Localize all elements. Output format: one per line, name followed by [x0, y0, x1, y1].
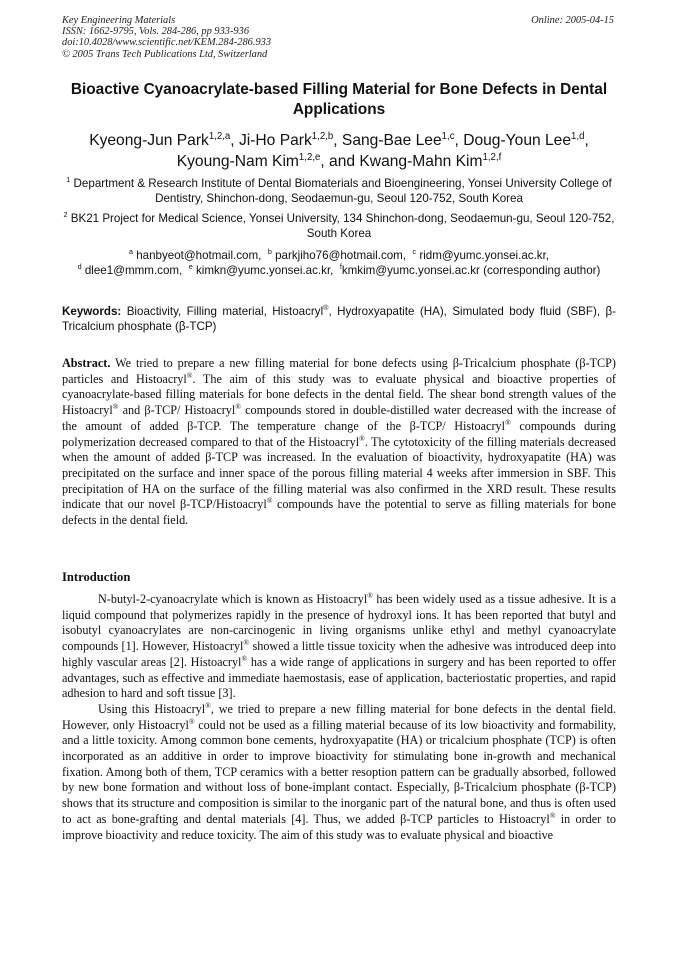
- paragraph-text: has been widely used as a tissue adhesive. It is a liquid compound that polymerizes rapidly in the presence of hydroxyl ions. It has been reported that butyl and isobutyl cyanoacrylates are non-carcinogenic in living organisms unlike ethyl and methyl cyanoacrylate compounds [1]. However, Histoacryl: [62, 592, 616, 654]
- registered-mark: ®: [367, 590, 373, 600]
- author-affil-mark: 1,c: [441, 130, 455, 142]
- email-address[interactable]: ridm@yumc.yonsei.ac.kr,: [419, 249, 550, 262]
- author-name: Kyoung-Nam Kim: [176, 153, 299, 170]
- registered-mark: ®: [205, 700, 211, 710]
- email-mark: d: [77, 262, 82, 272]
- email-address[interactable]: dlee1@mmm.com,: [84, 264, 183, 277]
- author-name: Doug-Youn Lee: [463, 132, 572, 149]
- abstract-text: . The aim of this study was to evaluate physical and bioactive properties of cyanoacrylate-based filling materials for bone defects in the dental field. The shear bond strength values of the Histoacryl: [62, 371, 616, 418]
- abstract-text: and β-TCP/ Histoacryl: [118, 403, 236, 418]
- email-mark: a: [128, 247, 133, 257]
- paragraph-text: Using this Histoacryl: [98, 701, 206, 716]
- registered-mark: ®: [505, 417, 511, 427]
- keywords-label: Keywords:: [62, 305, 122, 318]
- paragraph-text: has a wide range of applications in surgery and has been reported to offer advantages, such as effective and immediate haemostasis, ease of application, bacteriostatic properties, and rapid adhesion to hard and soft tissue [3].: [62, 654, 617, 701]
- email-address[interactable]: kmkim@yumc.yonsei.ac.kr (corresponding author): [341, 264, 601, 277]
- paragraph: [62, 702, 616, 843]
- registered-mark: ®: [266, 496, 273, 506]
- registered-mark: ®: [549, 810, 556, 820]
- affiliation-text: Department & Research Institute of Dental Biomaterials and Bioengineering, Yonsei University College of Dentistry, Shinchon-dong, Seodaemun-gu, Seoul 120-752, South Korea: [73, 177, 612, 205]
- online-date: Online: 2005-04-15: [531, 15, 614, 26]
- keywords-text: Bioactivity, Filling material, Histoacryl: [126, 305, 324, 318]
- paragraph-text: in order to improve bioactivity and reduce toxicity. The aim of this study was to evaluate physical and bioactive: [62, 811, 616, 842]
- journal-header: [62, 15, 271, 60]
- journal-name: Key Engineering Materials: [62, 15, 176, 26]
- email-address[interactable]: hanbyeot@hotmail.com,: [136, 249, 262, 262]
- introduction-body: [62, 592, 616, 843]
- email-mark: f: [339, 262, 342, 272]
- email-list: [62, 248, 616, 278]
- author-list: Kyeong-Jun Park$^{1,2,a}$, Ji-Ho Park$^{1,2,b}$, Sang-Bae Lee$^{1,c}$, Doug-Youn Lee$^{1,d}$, Kyoung-Nam Kim$^{1,2,e}$, and Kwang-Mahn Kim$^{1,2,f}$: [89, 130, 589, 170]
- paragraph-text: showed a little tissue toxicity when the adhesive was introduced deep into highly vascular areas [2]. Histoacryl: [62, 639, 616, 669]
- journal-issn: ISSN: 1662-9795, Vols. 284-286, pp 933-936: [62, 26, 250, 38]
- paper-title: Bioactive Cyanoacrylate-based Filling Material for Bone Defects in Dental Applications: [70, 81, 608, 118]
- email-mark: e: [188, 262, 193, 272]
- email-mark: c: [412, 247, 417, 257]
- paragraph-text: , we tried to prepare a new filling material for bone defects in the dental field. However, only Histoacryl: [62, 701, 616, 732]
- author-affil-mark: 1,2,b: [311, 130, 334, 142]
- author-affil-mark: 1,2,f: [482, 151, 502, 163]
- journal-doi: doi:10.4028/www.scientific.net/KEM.284-286.933: [62, 37, 272, 49]
- abstract: [62, 356, 616, 529]
- author-affil-mark: 1,2,a: [208, 130, 231, 142]
- email-address[interactable]: parkjiho76@hotmail.com,: [275, 249, 407, 262]
- abstract-text: . The cytotoxicity of the filling materials decreased when the amount of added β-TCP was increased. In the evaluation of bioactivity, hydroxyapatite (HA) was precipitated on the surface and inner space of the porous filling material 4 weeks after immersion in SBF. This precipitation of HA on the surface of the filling material was also confirmed in the XRD result. These results indicate that our novel β-TCP/Histoacryl: [62, 434, 616, 512]
- author-name: Sang-Bae Lee: [341, 132, 442, 149]
- keywords-text: , Hydroxyapatite (HA), Simulated body fluid (SBF), β-Tricalcium phosphate (β-TCP): [62, 305, 616, 333]
- abstract-text: compounds have the potential to serve as filling materials for bone defects in the dental field.: [62, 497, 616, 528]
- paragraph: [62, 592, 616, 702]
- paragraph-text: could not be used as a filling material because of its low bioactivity and formability, and a little toxicity. Among common bone cements, hydroxyapatite (HA) or tricalcium phosphate (TCP) is often incorporated as an additive in order to improve bioactivity for stimulating bone in-growth and mechanical fixation. Among both of them, TCP ceramics with a better resoption pattern can be gradually absorbed, followed by new bone formation and without loss of bone-implant contact. Especially, β-Tricalcium phosphate (β-TCP) shows that its structure and composition is similar to the inorganic part of the natural bone, and thus is often used to act as bone-grafting and dental materials [4]. Thus, we added β-TCP particles to Histoacryl: [62, 717, 616, 826]
- keywords: [62, 304, 616, 334]
- affiliation: [62, 211, 616, 241]
- registered-mark: ®: [235, 402, 242, 412]
- email-address[interactable]: kimkn@yumc.yonsei.ac.kr,: [195, 264, 334, 277]
- author-name: Ji-Ho Park: [238, 132, 312, 149]
- registered-mark: ®: [241, 653, 248, 663]
- author-affil-mark: 1,d: [571, 130, 585, 142]
- abstract-label: Abstract.: [62, 356, 111, 370]
- registered-mark: ®: [243, 638, 250, 648]
- paragraph-text: N-butyl-2-cyanoacrylate which is known as Histoacryl: [98, 592, 368, 606]
- author-name: Kyeong-Jun Park: [89, 132, 209, 149]
- registered-mark: ®: [186, 370, 193, 380]
- registered-mark: ®: [112, 402, 119, 412]
- abstract-text: compounds stored in double-distilled water decreased with the increase of the amount of added β-TCP. The temperature change of the β-TCP/ Histoacryl: [62, 403, 617, 433]
- registered-mark: ®: [188, 716, 195, 726]
- affiliation: [62, 176, 616, 206]
- author-affil-mark: 1,2,e: [298, 151, 321, 163]
- journal-copyright: © 2005 Trans Tech Publications Ltd, Switzerland: [62, 48, 268, 60]
- registered-mark: ®: [323, 303, 329, 313]
- registered-mark: ®: [359, 433, 365, 443]
- affiliation-number: 2: [63, 210, 68, 220]
- author-name: Kwang-Mahn Kim: [359, 153, 483, 170]
- section-heading-introduction: Introduction: [62, 570, 131, 584]
- affiliation-text: BK21 Project for Medical Science, Yonsei University, 134 Shinchon-dong, Seodaemun-gu, Seoul 120-752, South Korea: [70, 212, 615, 240]
- abstract-text: compounds during polymerization decreased compared to that of the Histoacryl: [62, 418, 616, 449]
- email-mark: b: [267, 247, 272, 257]
- abstract-text: We tried to prepare a new filling material for bone defects using β-Tricalcium phosphate (β-TCP) particles and Histoacryl: [62, 356, 616, 386]
- affiliation-number: 1: [66, 175, 71, 185]
